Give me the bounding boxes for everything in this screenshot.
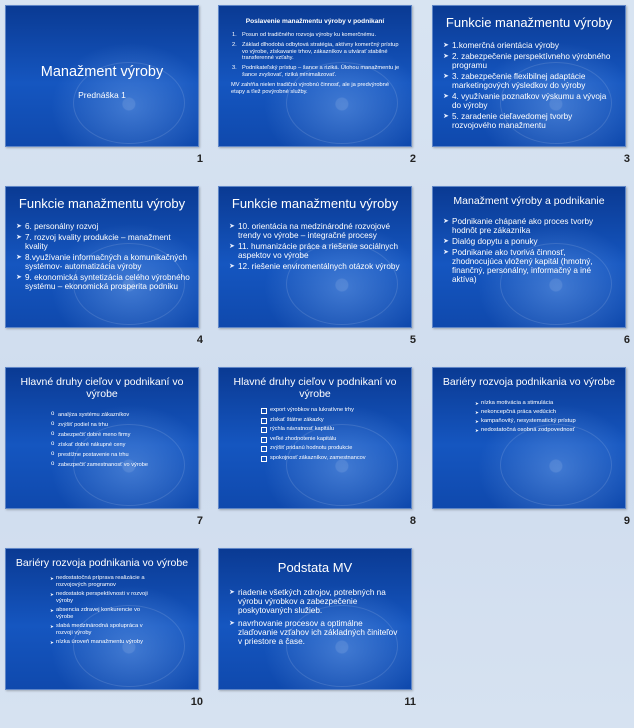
list-item: ➤ riadenie všetkých zdrojov, potrebných na výrobu výrobkov a zabezpečenie poskytovaných služieb. (229, 588, 403, 615)
slide-number: 5 (409, 334, 416, 346)
slide-number: 1 (196, 153, 203, 165)
list-item: ➤ 8.využívanie informačných a komunikačných systémov- automatizácia výroby (16, 253, 190, 271)
slide-thumbnail-7[interactable] (5, 367, 199, 509)
list-item: veľké zhodnotenie kapitálu (261, 436, 403, 443)
list-item: ➤ nedostatočná osobná zodpovednosť (475, 427, 617, 434)
list-item: ➤ 11. humanizácie práce a riešenie sociálnych aspektov vo výrobe (229, 242, 403, 260)
list-item: o zabezpečiť zamestnanosť vo výrobe (50, 462, 190, 469)
slide-thumbnail-3[interactable] (432, 5, 626, 147)
slide-title: Hlavné druhy cieľov v podnikaní vo výrobe (20, 376, 184, 401)
list-item: spokojnosť zákazníkov, zamestnancov (261, 455, 403, 462)
list-item: ➤ nízka úroveň manažmentu výroby (50, 639, 148, 646)
list-item: ➤ 4. využívanie poznatkov výskumu a vývoja do výroby (443, 92, 617, 110)
slide-thumbnail-1[interactable] (5, 5, 199, 147)
slide-title: Funkcie manažmentu výroby (18, 196, 186, 211)
slide-thumbnail-6[interactable] (432, 186, 626, 328)
slide-thumbnail-4[interactable] (5, 186, 199, 328)
list-item: ➤ 6. personálny rozvoj (16, 222, 190, 231)
list-item: rýchla návratnosť kapitálu (261, 426, 403, 433)
list-item: ➤ nedostatok perspektívnosti v rozvoji výroby (50, 591, 148, 605)
list-item: ➤ 10. orientácia na medzinárodné rozvojové trendy vo výrobe – integračné procesy (229, 222, 403, 240)
slide-number: 4 (196, 334, 203, 346)
list-item: ➤ absencia zdravej konkurencie vo výrobe (50, 607, 148, 621)
list-item: ➤ nedostatočná príprava realizácie a rozvojových programov (50, 575, 148, 589)
slide-thumbnail-11[interactable] (218, 548, 412, 690)
list-item: o získať dobré nákupné ceny (50, 442, 190, 449)
slide-note: MV zahŕňa nielen tradičnú výrobnú činnosť, ale ja predvýrobné etapy a ťiež povýrobné služby. (231, 81, 389, 95)
slide-title: Manažment výroby (40, 64, 164, 80)
list-item: ➤ 7. rozvoj kvality produkcie – manažment kvality (16, 233, 190, 251)
slide-title: Hlavné druhy cieľov v podnikaní vo výrobe (233, 376, 397, 401)
slide-number: 6 (623, 334, 630, 346)
slide-thumbnail-10[interactable] (5, 548, 199, 690)
list-item: zvýšiť pridanú hodnotu produkcie (261, 445, 403, 452)
slide-title: Podstata MV (277, 560, 353, 575)
list-item: o zvýšiť podiel na trhu (50, 422, 190, 429)
list-item: získať štátne zákazky (261, 417, 403, 424)
slide-number: 9 (623, 515, 630, 527)
list-item: o analýza systému zákazníkov (50, 412, 190, 419)
list-item: 3. Podnikateľský prístup – šance a riziká. Úlohou manažmentu je šance zvyšovať, riziká minimalizovať. (232, 65, 400, 78)
slide-thumbnail-2[interactable] (218, 5, 412, 147)
slide-number: 3 (623, 153, 630, 165)
list-item: ➤ 2. zabezpečenie perspektívneho výrobného programu (443, 52, 617, 70)
slide-title: Manažment výroby a podnikanie (453, 195, 605, 207)
list-item: ➤ Podnikanie ako tvorivá činnosť, zhodnocujúca vložený kapitál (hmotný, finančný, personálny, informačný a iné aktíva) (443, 248, 617, 284)
list-item: ➤ 1.komerčná orientácia výroby (443, 41, 617, 50)
list-item: o zabezpečiť dobré meno firmy (50, 432, 190, 439)
slide-title: Funkcie manažmentu výroby (231, 196, 399, 211)
list-item: ➤ nízka motivácia a stimulácia (475, 400, 617, 407)
slide-number: 7 (196, 515, 203, 527)
slide-number: 10 (190, 696, 203, 708)
list-item: ➤ slabá medzinárodná spolupráca v rozvoji výroby (50, 623, 148, 637)
list-item: ➤ 12. riešenie enviromentálnych otázok výroby (229, 262, 403, 271)
slide-title: Poslavenie manažmentu výroby v podnikaní (245, 18, 385, 25)
list-item: ➤ navrhovanie procesov a optimálne zlaďovanie vzťahov ich základných činiteľov v priestore a čase. (229, 619, 403, 646)
list-item: ➤ Podnikanie chápané ako proces tvorby hodnôt pre zákazníka (443, 217, 617, 235)
slide-thumbnail-5[interactable] (218, 186, 412, 328)
list-item: ➤ 3. zabezpečenie flexibilnej adaptácie marketingových výsledkov do výroby (443, 72, 617, 90)
list-item: export výrobkov na lukratívne trhy (261, 407, 403, 414)
slide-title: Bariéry rozvoja podnikania vo výrobe (15, 557, 189, 569)
slide-thumbnail-8[interactable] (218, 367, 412, 509)
list-item: o prestížne postavenie na trhu (50, 452, 190, 459)
slide-subtitle: Prednáška 1 (78, 89, 126, 100)
slide-title: Funkcie manažmentu výroby (445, 15, 613, 30)
slide-number: 8 (409, 515, 416, 527)
list-item: ➤ kampaňovitý, nesystematický prístup (475, 418, 617, 425)
slide-number: 2 (409, 153, 416, 165)
list-item: ➤ 5. zaradenie cieľavedomej tvorby rozvojového manažmentu (443, 112, 617, 130)
list-item: ➤ Dialóg dopytu a ponuky (443, 237, 617, 246)
list-item: 1. Posun od tradičného rozvoja výroby ku komerčnému. (232, 32, 377, 38)
list-item: ➤ nekoncepčná práca vedúcich (475, 409, 617, 416)
slide-number: 11 (404, 696, 416, 708)
slide-title: Bariéry rozvoja podnikania vo výrobe (442, 376, 616, 388)
list-item: ➤ 9. ekonomická syntetizácia celého výrobného systému – ekonomická prosperita podniku (16, 273, 190, 291)
slide-thumbnail-9[interactable] (432, 367, 626, 509)
list-item: 2. Základ dlhodobá odbytová stratégia, aktívny komerčný prístup vo výrobe, získavanie trhov, zákazníkov a utvárať stabilné transferenné vzťahy. (232, 41, 399, 62)
